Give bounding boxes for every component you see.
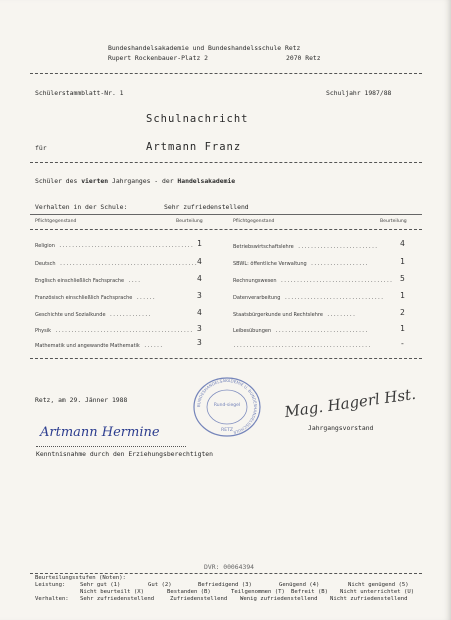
class-school-type: Handelsakademie	[177, 177, 236, 185]
sheet-number: Schülerstammblatt-Nr. 1	[35, 89, 124, 97]
legend-item: Wenig zufriedenstellend	[240, 596, 318, 602]
grade-value: 1	[400, 324, 405, 333]
right-col-subject-header: Pflichtgegenstand	[233, 219, 275, 224]
conduct-value: Sehr zufriedenstellend	[164, 203, 249, 211]
stamp-bottom-text: RETZ	[221, 428, 233, 433]
legend-item: Nicht genügend (5)	[348, 582, 409, 588]
legend-item: Sehr zufriedenstellend	[80, 596, 155, 602]
subject-row: Französisch einschließlich Fachsprache ......	[35, 295, 156, 301]
legend-item: Sehr gut (1)	[80, 582, 121, 588]
legend-item: Nicht zufriedenstellend	[330, 596, 408, 602]
legend-leistung-label: Leistung:	[35, 582, 66, 588]
grade-value: 1	[197, 239, 202, 248]
legend-item: Befreit (B)	[291, 589, 329, 595]
school-name: Bundeshandelsakademie und Bundeshandelsschule Retz	[108, 44, 301, 52]
document-title: Schulnachricht	[146, 113, 249, 125]
grade-value: 5	[400, 274, 405, 283]
grade-value: -	[400, 339, 405, 348]
table-top-rule	[30, 214, 422, 215]
school-year: Schuljahr 1987/88	[326, 89, 392, 97]
subject-row: Datenverarbeitung ...............................	[233, 295, 384, 301]
conduct-label: Verhalten in der Schule:	[35, 203, 128, 211]
legend-item: Nicht beurteilt (X)	[80, 589, 144, 595]
official-stamp-icon	[189, 376, 265, 438]
subject-row: SBWL: öffentliche Verwaltung ..................	[233, 261, 369, 267]
stamp-ring-text: BUNDESHANDELSAKADEMIE U. BUNDESHANDELSSCHULE	[195, 377, 259, 436]
grade-value: 3	[197, 291, 202, 300]
subject-row: Religion ..........................................	[35, 243, 194, 249]
subject-row: Leibesübungen .............................	[233, 328, 369, 334]
legend-item: Zufriedenstellend	[170, 596, 228, 602]
subject-row: ...........................................	[233, 343, 372, 349]
legend-item: Teilgenommen (T)	[231, 589, 285, 595]
subject-row: Geschichte und Sozialkunde .............	[35, 312, 152, 318]
director-signature: Mag. Hagerl Hst.	[283, 384, 417, 422]
table-header-divider	[30, 229, 422, 230]
grade-value: 1	[400, 291, 405, 300]
parent-signature: Artmann Hermine	[40, 425, 160, 440]
grade-value: 3	[197, 338, 202, 347]
subject-row: Deutsch ...........................................	[35, 261, 198, 267]
subject-row: Staatsbürgerkunde und Rechtslehre .........	[233, 312, 356, 318]
school-city: 2070 Retz	[286, 54, 321, 62]
parent-label: Kenntnisnahme durch den Erziehungsberechtigten	[36, 450, 213, 458]
right-col-grade-header: Beurteilung	[380, 219, 407, 224]
grade-value: 1	[400, 257, 405, 266]
legend-item: Befriedigend (3)	[198, 582, 252, 588]
subject-row: Physik ...........................................	[35, 328, 193, 334]
grade-value: 4	[400, 239, 405, 248]
legend-verhalten-label: Verhalten:	[35, 596, 69, 602]
grade-value: 4	[197, 274, 202, 283]
for-label: für	[35, 144, 47, 152]
date-line: Retz, am 29. Jänner 1988	[35, 396, 128, 404]
legend-title: Beurteilungsstufen (Noten):	[35, 575, 126, 581]
grade-value: 2	[400, 308, 405, 317]
grade-value: 3	[197, 324, 202, 333]
class-grade: vierten	[81, 177, 109, 185]
table-bottom-divider	[30, 358, 422, 359]
left-col-subject-header: Pflichtgegenstand	[35, 219, 77, 224]
stamp-center-text: Rund-siegel	[213, 403, 241, 408]
class-middle: Jahrganges - der	[111, 177, 174, 185]
grade-value: 4	[197, 308, 202, 317]
subject-row: Mathematik und angewandte Mathematik ......	[35, 343, 163, 349]
director-label: Jahrgangsvorstand	[308, 424, 374, 432]
class-line	[35, 177, 235, 185]
grade-value: 4	[197, 257, 202, 266]
class-prefix: Schüler des	[35, 177, 78, 185]
name-divider	[30, 162, 422, 163]
legend-item: Nicht unterrichtet (U)	[340, 589, 415, 595]
legend-divider	[30, 573, 422, 574]
dvr-number: DVR: 00064394	[204, 563, 255, 571]
school-street: Rupert Rockenbauer-Platz 2	[108, 54, 209, 62]
student-name: Artmann Franz	[146, 141, 242, 153]
legend-item: Genügend (4)	[279, 582, 320, 588]
header-divider	[30, 73, 422, 74]
subject-row: Rechnungswesen ...................................	[233, 278, 393, 284]
parent-signature-line	[36, 446, 186, 447]
subject-row: Englisch einschließlich Fachsprache ....	[35, 278, 141, 284]
legend-item: Bestanden (B)	[167, 589, 211, 595]
legend-item: Gut (2)	[148, 582, 172, 588]
left-col-grade-header: Beurteilung	[176, 219, 203, 224]
subject-row: Betriebswirtschaftslehre .........................	[233, 244, 378, 250]
